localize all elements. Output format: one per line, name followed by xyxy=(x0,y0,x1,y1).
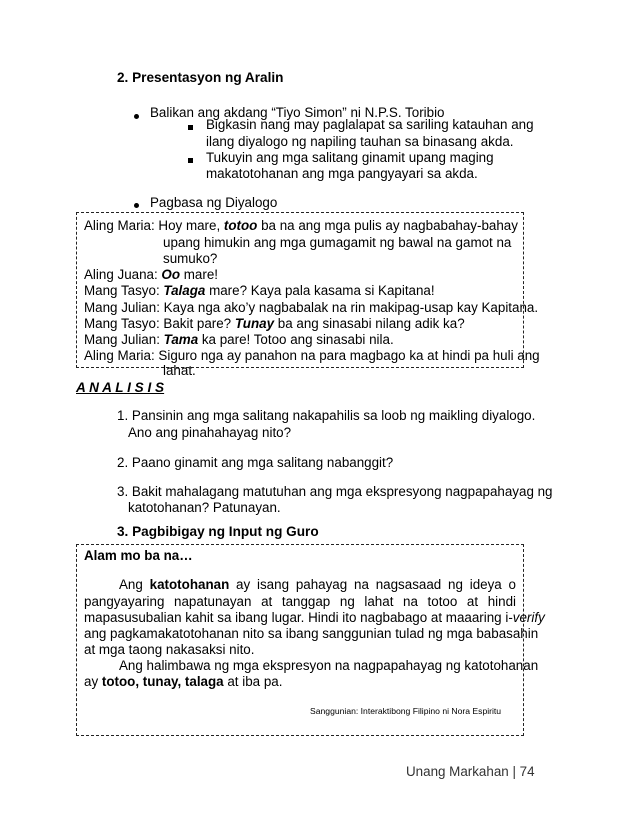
bullet-text: Balikan ang akdang “Tiyo Simon” ni N.P.S. Toribio xyxy=(150,105,445,120)
page-footer: Unang Markahan | 74 xyxy=(406,764,535,779)
square-bullet-icon xyxy=(188,125,193,130)
dialogue-line: Mang Tasyo: Talaga mare? Kaya pala kasama si Kapitana! xyxy=(84,283,435,298)
info-paragraph-line: ay totoo, tunay, talaga at iba pa. xyxy=(84,674,283,689)
info-paragraph-line: ang pagkamakatotohanan nito sa ibang sanggunian tulad ng mga babasahin xyxy=(84,626,539,641)
square-bullet-icon xyxy=(188,158,193,163)
question-text: 2. Paano ginamit ang mga salitang nabanggit? xyxy=(117,455,394,470)
sub-bullet-text: ilang diyalogo ng napiling tauhan sa binasang akda. xyxy=(206,134,514,149)
sub-bullet-text: Bigkasin nang may paglalapat sa sariling katauhan ang xyxy=(206,117,534,132)
question-text: Ano ang pinahahayag nito? xyxy=(128,425,292,440)
analisis-title: A N A L I S I S xyxy=(76,380,165,395)
sub-bullet-text: Tukuyin ang mga salitang ginamit upang maging xyxy=(206,150,494,165)
question-text: 3. Bakit mahalagang matutuhan ang mga ekspresyong nagpapahayag ng xyxy=(117,484,553,499)
info-paragraph-line: Ang katotohanan ay isang pahayag na nagsasaad ng ideya o xyxy=(119,577,516,592)
dialogue-line: Aling Maria: Siguro nga ay panahon na para magbago ka at hindi pa huli ang xyxy=(84,348,540,363)
dialogue-line: upang himukin ang mga gumagamit ng bawal na gamot na xyxy=(163,235,512,250)
source-citation: Sanggunian: Interaktibong Filipino ni Nora Espiritu xyxy=(310,706,502,716)
dialogue-line: lahat. xyxy=(163,363,196,378)
dialogue-line: Mang Julian: Kaya nga ako’y nagbabalak na rin makipag-usap kay Kapitana. xyxy=(84,300,539,315)
dialogue-line: sumuko? xyxy=(163,251,218,266)
info-paragraph-line: pangyayaring napatunayan at tanggap ng lahat na totoo at hindi xyxy=(84,594,516,609)
bullet-dot-icon xyxy=(134,203,139,208)
bullet-dot-icon xyxy=(134,114,139,119)
info-paragraph-line: Ang halimbawa ng mga ekspresyon na nagpapahayag ng katotohanan xyxy=(119,658,539,673)
dialogue-line: Aling Juana: Oo mare! xyxy=(84,267,218,282)
dialogue-line: Mang Tasyo: Bakit pare? Tunay ba ang sinasabi nilang adik ka? xyxy=(84,316,465,331)
bullet-text: Pagbasa ng Diyalogo xyxy=(150,195,278,210)
info-paragraph-line: at mga taong nakasaksi nito. xyxy=(84,642,255,657)
question-text: katotohanan? Patunayan. xyxy=(128,500,281,515)
section-heading: 2. Presentasyon ng Aralin xyxy=(117,70,284,85)
question-text: 1. Pansinin ang mga salitang nakapahilis sa loob ng maikling diyalogo. xyxy=(117,408,536,423)
info-box-title: Alam mo ba na… xyxy=(84,548,193,563)
dialogue-line: Aling Maria: Hoy mare, totoo ba na ang mga pulis ay nagbabahay-bahay xyxy=(84,218,518,233)
section-heading: 3. Pagbibigay ng Input ng Guro xyxy=(117,524,319,539)
sub-bullet-text: makatotohanan ang mga pangyayari sa akda. xyxy=(206,166,478,181)
info-paragraph-line: mapasusubalian kahit sa ibang lugar. Hindi ito nagbabago at maaaring i-verify xyxy=(84,610,545,625)
dialogue-line: Mang Julian: Tama ka pare! Totoo ang sinasabi nila. xyxy=(84,332,394,347)
